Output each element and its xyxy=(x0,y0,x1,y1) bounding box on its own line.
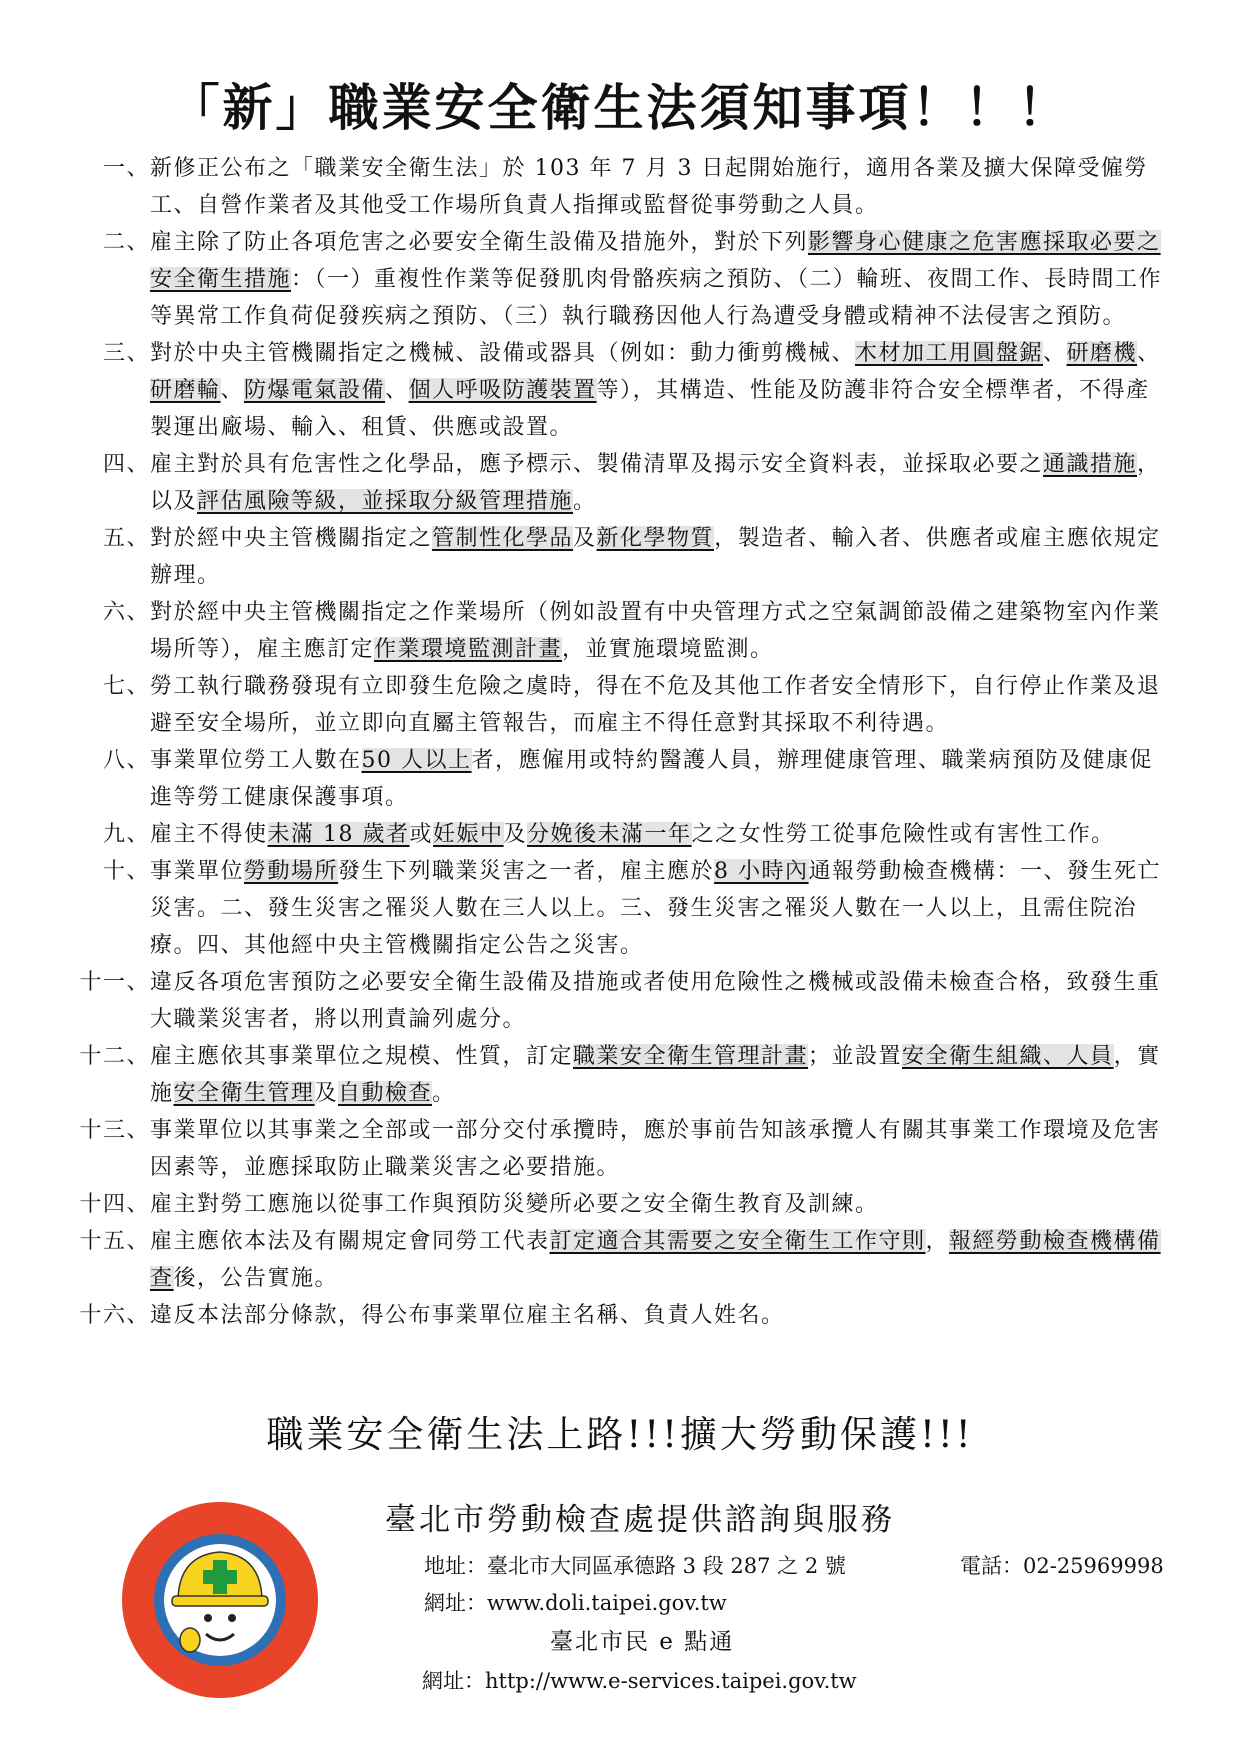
notice-number: 十一、 xyxy=(79,970,150,995)
notice-text: 對於經中央主管機關指定之 xyxy=(150,526,433,551)
notice-text: 雇主除了防止各項危害之必要安全衛生設備及措施外，對於下列 xyxy=(150,230,809,255)
website-e-services: 網址：http://www.e-services.taipei.gov.tw xyxy=(422,1669,857,1693)
notice-number: 三、 xyxy=(102,341,150,366)
notice-text: ，以及 xyxy=(150,452,1161,514)
notice-number: 十、 xyxy=(102,859,150,884)
notice-text: ，實施 xyxy=(150,1044,1161,1106)
notice-item xyxy=(75,224,1165,335)
notice-text: 新修正公布之「職業安全衛生法」於 103 年 7 月 3 日起開始施行，適用各業及擴大保障受僱勞工、自營作業者及其他受工作場所負責人指揮或監督從事勞動之人員。 xyxy=(150,156,1148,218)
notice-text: ，並實施環境監測。 xyxy=(562,637,774,662)
notice-item xyxy=(75,520,1165,594)
highlighted-term: 防爆電氣設備 xyxy=(244,378,386,403)
notice-text: 、 xyxy=(385,378,409,403)
notice-text: 雇主對勞工應施以從事工作與預防災變所必要之安全衛生教育及訓練。 xyxy=(150,1192,879,1217)
notice-text: ：（一）重複性作業等促發肌肉骨骼疾病之預防、（二）輪班、夜間工作、長時間工作等異常工作負荷促發疾病之預防、（三）執行職務因他人行為遭受身體或精神不法侵害之預防。 xyxy=(150,267,1163,329)
notice-number: 二、 xyxy=(102,230,150,255)
notice-text: 之之女性勞工從事危險性或有害性工作。 xyxy=(691,822,1115,847)
notice-item xyxy=(75,1297,1165,1334)
notice-text: 通報勞動檢查機構：一、發生死亡災害。二、發生災害之罹災人數在三人以上。三、發生災害之罹災人數在一人以上，且需住院治療。四、其他經中央主管機關指定公告之災害。 xyxy=(150,859,1162,958)
notice-text: 違反本法部分條款，得公布事業單位雇主名稱、負責人姓名。 xyxy=(150,1303,785,1328)
notice-text: 勞工執行職務發現有立即發生危險之虞時，得在不危及其他工作者安全情形下，自行停止作業及退避至安全場所，並立即向直屬主管報告，而雇主不得任意對其採取不利待遇。 xyxy=(150,674,1161,736)
highlighted-term: 安全衛生管理 xyxy=(173,1081,315,1106)
notice-item xyxy=(75,964,1165,1038)
highlighted-term: 未滿 18 歲者 xyxy=(267,822,410,847)
notice-item xyxy=(75,1112,1165,1186)
notice-text: 事業單位 xyxy=(150,859,245,884)
taipei-labor-inspection-logo xyxy=(120,1500,320,1700)
notice-number: 十三、 xyxy=(79,1118,150,1143)
notice-item xyxy=(75,594,1165,668)
notice-number: 七、 xyxy=(102,674,150,699)
notice-text: 雇主不得使 xyxy=(150,822,268,847)
organization-name: 臺北市勞動檢查處提供諮詢與服務 xyxy=(385,1502,895,1538)
notice-text: 事業單位以其事業之全部或一部分交付承攬時，應於事前告知該承攬人有關其事業工作環境及危害因素等，並應採取防止職業災害之必要措施。 xyxy=(150,1118,1161,1180)
notice-text: 。 xyxy=(432,1081,456,1106)
notice-text: 對於經中央主管機關指定之作業場所（例如設置有中央管理方式之空氣調節設備之建築物室內作業場所等），雇主應訂定 xyxy=(150,600,1161,662)
address: 地址：臺北市大同區承德路 3 段 287 之 2 號 xyxy=(424,1554,846,1578)
notice-item xyxy=(75,853,1165,964)
notice-list xyxy=(75,150,1165,1334)
notice-text: ，製造者、輸入者、供應者或雇主應依規定辦理。 xyxy=(150,526,1161,588)
notice-item xyxy=(75,1038,1165,1112)
notice-text: 者，應僱用或特約醫護人員，辦理健康管理、職業病預防及健康促進等勞工健康保護事項。 xyxy=(150,748,1154,810)
notice-number: 十六、 xyxy=(79,1303,150,1328)
notice-text: 、 xyxy=(1137,341,1161,366)
notice-number: 六、 xyxy=(102,600,150,625)
notice-text: 及 xyxy=(503,822,528,847)
website-doli: 網址：www.doli.taipei.gov.tw xyxy=(424,1591,727,1615)
notice-text: 等），其構造、性能及防護非符合安全標準者，不得產製運出廠場、輸入、租賃、供應或設置。 xyxy=(150,378,1150,440)
phone: 電話：02-25969998 xyxy=(960,1554,1164,1578)
highlighted-term: 管制性化學品 xyxy=(432,526,574,551)
notice-item xyxy=(75,335,1165,446)
slogan: 職業安全衛生法上路!!!擴大勞動保護!!! xyxy=(266,1413,974,1456)
highlighted-term: 分娩後未滿一年 xyxy=(527,822,692,847)
notice-text: 違反各項危害預防之必要安全衛生設備及措施或者使用危險性之機械或設備未檢查合格，致發生重大職業災害者，將以刑責論列處分。 xyxy=(150,970,1161,1032)
highlighted-term: 通識措施 xyxy=(1043,452,1138,477)
notice-text: ；並設置 xyxy=(808,1044,903,1069)
notice-text: 後，公告實施。 xyxy=(173,1266,339,1291)
notice-item xyxy=(75,150,1165,224)
notice-item xyxy=(75,668,1165,742)
notice-number: 九、 xyxy=(102,822,150,847)
notice-item xyxy=(75,742,1165,816)
highlighted-term: 50 人以上 xyxy=(361,748,472,773)
notice-number: 四、 xyxy=(102,452,150,477)
notice-number: 十四、 xyxy=(79,1192,150,1217)
notice-number: 五、 xyxy=(102,526,150,551)
notice-text: 雇主應依其事業單位之規模、性質，訂定 xyxy=(150,1044,574,1069)
highlighted-term: 影響身心健康之危害應採取必要之安全衛生措施 xyxy=(150,230,1161,292)
page-title: 「新」職業安全衛生法須知事項！！！ xyxy=(169,79,1071,137)
notice-text: 發生下列職業災害之一者，雇主應於 xyxy=(338,859,715,884)
notice-number: 一、 xyxy=(102,156,150,181)
notice-text: 事業單位勞工人數在 xyxy=(150,748,362,773)
notice-text: 、 xyxy=(220,378,245,403)
e-service-label: 臺北市民 e 點通 xyxy=(550,1629,735,1655)
notice-item xyxy=(75,1186,1165,1223)
highlighted-term: 自動檢查 xyxy=(338,1081,433,1106)
highlighted-term: 木材加工用圓盤鋸 xyxy=(855,341,1044,366)
highlighted-term: 安全衛生組織、人員 xyxy=(902,1044,1114,1069)
highlighted-term: 研磨機 xyxy=(1066,341,1138,366)
highlighted-term: 8 小時內 xyxy=(714,859,809,884)
notice-text: 雇主對於具有危害性之化學品，應予標示、製備清單及揭示安全資料表，並採取必要之 xyxy=(150,452,1044,477)
highlighted-term: 訂定適合其需要之安全衛生工作守則 xyxy=(549,1229,926,1254)
notice-text: 及 xyxy=(314,1081,339,1106)
highlighted-term: 報經勞動檢查機構備查 xyxy=(150,1229,1161,1291)
highlighted-term: 妊娠中 xyxy=(433,822,504,847)
highlighted-term: 作業環境監測計畫 xyxy=(374,637,563,662)
notice-number: 十五、 xyxy=(79,1229,150,1254)
notice-number: 十二、 xyxy=(79,1044,150,1069)
highlighted-term: 研磨輪 xyxy=(150,378,221,403)
notice-item xyxy=(75,816,1165,853)
notice-text: ， xyxy=(925,1229,950,1254)
notice-text: 。 xyxy=(573,489,597,514)
notice-text: 對於中央主管機關指定之機械、設備或器具（例如：動力衝剪機械、 xyxy=(150,341,856,366)
notice-number: 八、 xyxy=(102,748,150,773)
notice-text: 、 xyxy=(1043,341,1067,366)
notice-item xyxy=(75,1223,1165,1297)
notice-text: 雇主應依本法及有關規定會同勞工代表 xyxy=(150,1229,550,1254)
highlighted-term: 職業安全衛生管理計畫 xyxy=(573,1044,809,1069)
highlighted-term: 評估風險等級，並採取分級管理措施 xyxy=(197,489,574,514)
notice-text: 或 xyxy=(409,822,434,847)
notice-item xyxy=(75,446,1165,520)
highlighted-term: 勞動場所 xyxy=(244,859,339,884)
highlighted-term: 個人呼吸防護裝置 xyxy=(408,378,597,403)
highlighted-term: 新化學物質 xyxy=(596,526,715,551)
notice-text: 及 xyxy=(573,526,597,551)
